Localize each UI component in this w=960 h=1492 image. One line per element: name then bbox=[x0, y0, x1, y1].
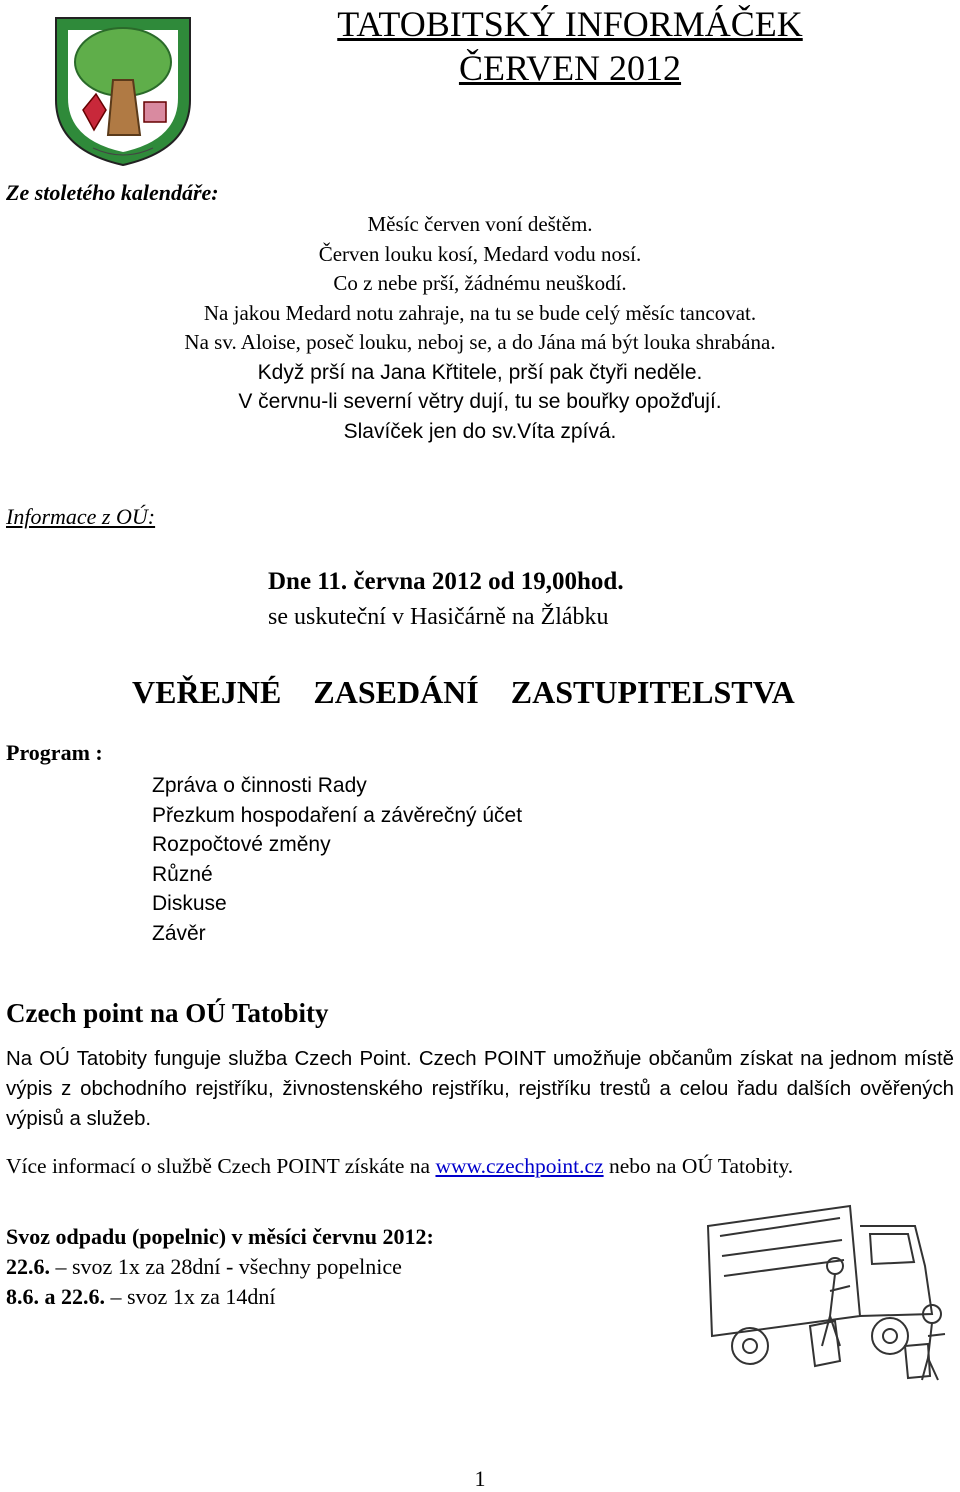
garbage-truck-illustration bbox=[700, 1196, 958, 1382]
info-heading: Informace z OÚ: bbox=[6, 504, 156, 529]
waste-text: – svoz 1x za 28dní - všechny popelnice bbox=[50, 1254, 402, 1279]
calendar-heading: Ze stoletého kalendáře: bbox=[6, 180, 219, 205]
program-item: Zpráva o činnosti Rady bbox=[152, 774, 367, 797]
saying: V červnu-li severní větry dují, tu se bouřky opožďují. bbox=[238, 390, 722, 413]
meeting-date: Dne 11. června 2012 od 19,00hod. bbox=[268, 568, 624, 595]
meeting-title: VEŘEJNÉ ZASEDÁNÍ ZASTUPITELSTVA bbox=[132, 674, 795, 710]
calendar-sayings bbox=[0, 210, 960, 446]
program-item: Diskuse bbox=[152, 892, 227, 916]
meeting-place: se uskuteční v Hasičárně na Žlábku bbox=[268, 604, 609, 630]
saying: Na sv. Aloise, poseč louku, neboj se, a do Jána má být louka shrabána. bbox=[184, 330, 776, 354]
saying: Když prší na Jana Křtitele, prší pak čtyři neděle. bbox=[257, 360, 703, 384]
saying: Červen louku kosí, Medard vodu nosí. bbox=[318, 241, 642, 266]
saying: Co z nebe prší, žádnému neuškodí. bbox=[333, 271, 627, 295]
more-info-prefix: Více informací o službě Czech POINT získáte na bbox=[6, 1154, 436, 1178]
program-item: Přezkum hospodaření a závěrečný účet bbox=[152, 803, 523, 827]
waste-heading: Svoz odpadu (popelnic) v měsíci červnu 2012: bbox=[6, 1224, 434, 1249]
page-number: 1 bbox=[474, 1466, 486, 1491]
czechpoint-link[interactable]: www.czechpoint.cz bbox=[435, 1154, 604, 1178]
czech-point-more-info bbox=[6, 1154, 793, 1179]
more-info-suffix: nebo na OÚ Tatobity. bbox=[603, 1154, 794, 1178]
newsletter-issue: ČERVEN 2012 bbox=[458, 48, 682, 88]
saying: Slavíček jen do sv.Víta zpívá. bbox=[343, 419, 617, 443]
czech-point-text: Na OÚ Tatobity funguje služba Czech Point. Czech POINT umožňuje občanům získat na jednom místě výpis z obchodního rejstříku, živnostenského rejstříku, rejstříku trestů a celou řadu dalších ověřených výpisů a služeb. bbox=[6, 1048, 954, 1130]
program-list bbox=[152, 771, 522, 949]
waste-date: 8.6. a 22.6. bbox=[6, 1284, 105, 1309]
program-item: Rozpočtové změny bbox=[152, 833, 331, 857]
waste-text: – svoz 1x za 14dní bbox=[105, 1284, 276, 1309]
program-item: Závěr bbox=[152, 921, 206, 945]
waste-row bbox=[6, 1254, 402, 1280]
czech-point-heading: Czech point na OÚ Tatobity bbox=[6, 998, 329, 1028]
program-label: Program : bbox=[6, 740, 103, 765]
program-item: Různé bbox=[152, 862, 213, 886]
saying: Měsíc červen voní deštěm. bbox=[367, 212, 593, 236]
waste-row bbox=[6, 1284, 275, 1310]
waste-date: 22.6. bbox=[6, 1254, 50, 1279]
newsletter-title: TATOBITSKÝ INFORMÁČEK bbox=[337, 4, 803, 44]
village-crest bbox=[48, 10, 198, 170]
saying: Na jakou Medard notu zahraje, na tu se bude celý měsíc tancovat. bbox=[203, 300, 757, 325]
